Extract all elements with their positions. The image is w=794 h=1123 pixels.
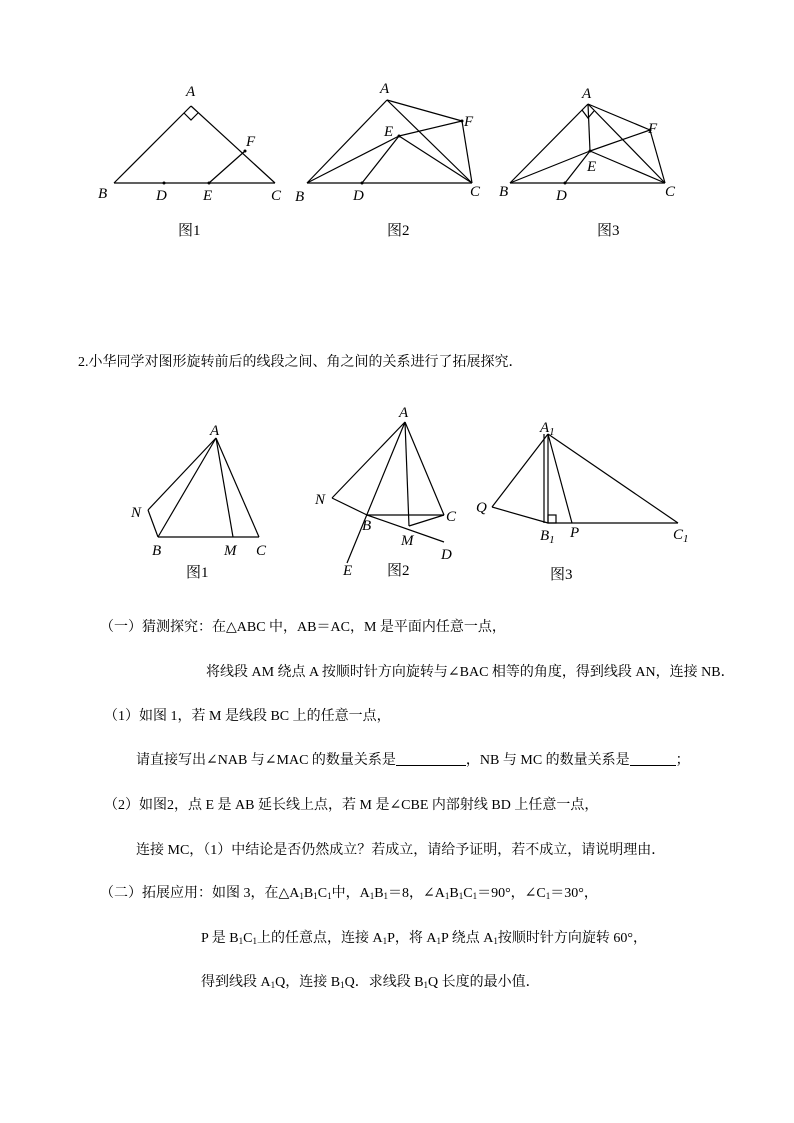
label-M: M: [401, 533, 414, 549]
question-1-ask-end: ；: [675, 753, 690, 768]
answer-blank-2[interactable]: [630, 751, 676, 766]
part2-line-1: （二）拓展应用：如图 3，在$\triangle A_1B_1C_1$中，$A_1B_1=8$，$\angle A_1B_1C_1=90^\circ$，$\angle C_1=30^\circ$，: [100, 886, 598, 901]
label-E: E: [203, 188, 213, 204]
part2-line-3: 得到线段 $A_1Q$，连接 $B_1Q$．求线段 $B_1Q$ 长度的最小值．: [201, 975, 540, 990]
label-F: F: [464, 114, 474, 130]
problem-figure-1: [128, 420, 288, 585]
label-A1: $A_1$: [540, 420, 555, 438]
label-D: D: [156, 188, 167, 204]
problem-figure-2: [312, 400, 472, 580]
label-A: A: [399, 405, 409, 421]
label-A: A: [186, 84, 196, 100]
label-E: E: [384, 124, 394, 140]
part1-intro: （一）猜测探究：在△ABC 中，AB＝AC，M 是平面内任意一点，: [100, 620, 506, 635]
label-E: E: [343, 563, 353, 579]
label-B: B: [499, 184, 509, 200]
part2-line-2: P 是 $B_1C_1$上的任意点，连接 $A_1P$，将 $A_1P$ 绕点 $A_1$按顺时针方向旋转 60°，: [201, 931, 647, 946]
top-figure-2: [292, 78, 492, 248]
question-2: （2）如图2，点 E 是 AB 延长线上点，若 M 是∠CBE 内部射线 BD 上任意一点，: [104, 798, 599, 813]
label-C: C: [446, 509, 457, 525]
label-P: P: [570, 525, 580, 541]
label-B1: $B_1$: [540, 528, 555, 546]
top-figure-3: [495, 78, 695, 248]
label-C: C: [256, 543, 267, 559]
label-D: D: [441, 547, 452, 563]
label-M: M: [224, 543, 237, 559]
question-1-ask-a: 请直接写出∠NAB 与∠MAC 的数量关系是: [136, 753, 396, 768]
figure-caption: 图1: [178, 223, 201, 239]
label-B: B: [362, 518, 372, 534]
label-N: N: [131, 505, 142, 521]
question-1-ask: [136, 751, 690, 771]
label-D: D: [353, 188, 364, 204]
label-B: B: [152, 543, 162, 559]
label-C: C: [271, 188, 282, 204]
label-N: N: [315, 492, 326, 508]
question-1-ask-b: ，NB 与 MC 的数量关系是: [465, 753, 630, 768]
label-A: A: [582, 86, 592, 102]
question-1: （1）如图 1，若 M 是线段 BC 上的任意一点，: [104, 709, 391, 724]
figure-caption: 图2: [387, 223, 410, 239]
label-C: C: [665, 184, 676, 200]
part1-intro-2: 将线段 AM 绕点 A 按顺时针方向旋转与∠BAC 相等的角度，得到线段 AN，连接 NB．: [206, 665, 735, 680]
figure-caption: 图3: [550, 567, 573, 582]
figure-caption: 图2: [387, 563, 410, 579]
label-B: B: [295, 189, 305, 205]
label-C: C: [470, 184, 481, 200]
label-Q: Q: [476, 500, 487, 516]
figure-caption: 图1: [186, 565, 209, 581]
label-D: D: [556, 188, 567, 204]
question-2-ask: 连接 MC，（1）中结论是否仍然成立？若成立，请给予证明，若不成立，请说明理由．: [136, 843, 666, 858]
label-C1: $C_1$: [673, 527, 689, 545]
label-A: A: [380, 81, 390, 97]
top-figure-1: [90, 78, 290, 248]
label-E: E: [587, 159, 597, 175]
answer-blank-1[interactable]: [396, 751, 466, 766]
figure-caption: 图3: [597, 223, 620, 239]
problem-figure-3: [470, 412, 700, 582]
problem-title: 2.小华同学对图形旋转前后的线段之间、角之间的关系进行了拓展探究．: [78, 355, 523, 370]
label-F: F: [246, 134, 256, 150]
label-A: A: [210, 423, 220, 439]
label-F: F: [648, 121, 658, 137]
label-B: B: [98, 186, 108, 202]
